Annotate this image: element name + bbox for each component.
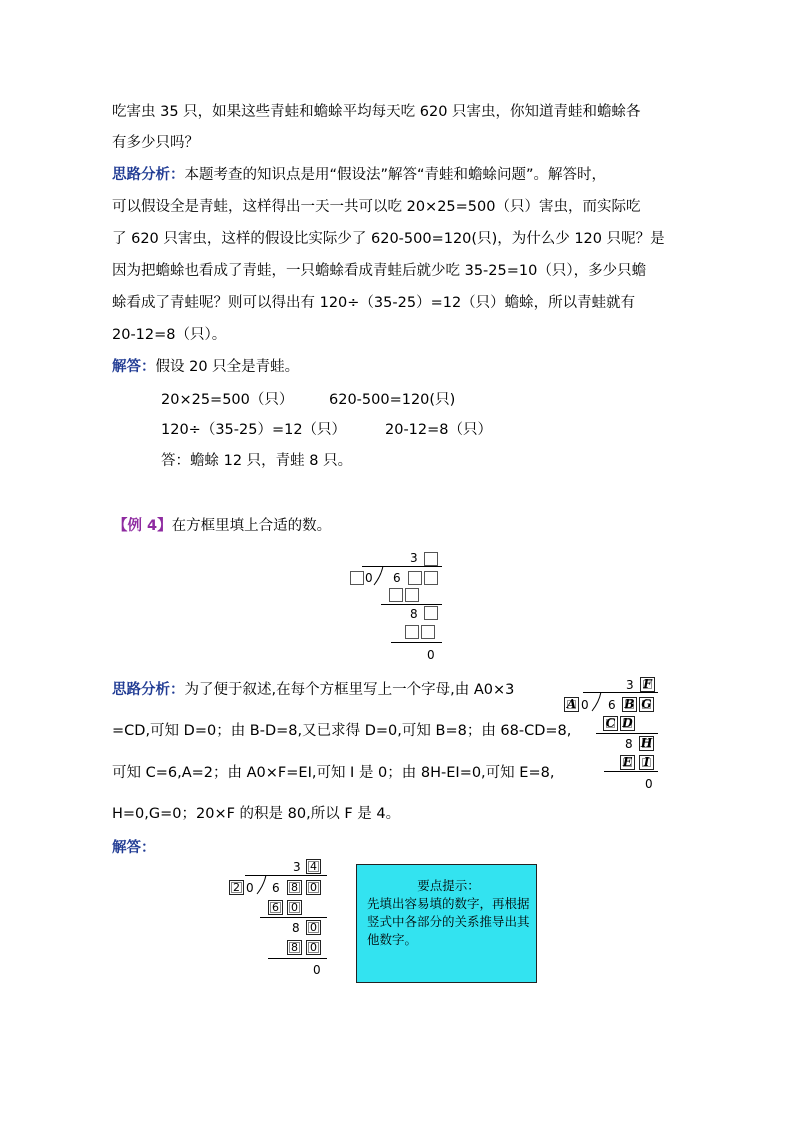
solved-dividend-0: 0 [310,881,317,894]
solved-box-remainder-0 [306,920,321,935]
box-quotient-2[interactable] [424,552,438,566]
analysis2-line-2: =CD,可知 D=0；由 B-D=8,又已求得 D=0,可知 B=8；由 68-CD=8, [112,723,572,739]
answer-assumption: 假设 20 只全是青蛙。 [155,359,300,375]
letter-box-H: H [640,736,653,750]
lettered-dividend-6: 6 [608,698,616,712]
box-product2-2[interactable] [421,625,435,639]
final-answer: 答：蟾蜍 12 只，青蛙 8 只。 [161,453,353,469]
tip-body: 先填出容易填的数字，再根据竖式中各部分的关系推导出其他数字。 [367,896,530,947]
dividend-digit: 6 [393,571,401,585]
solved-quotient-4: 4 [310,860,317,873]
solved-box-divisor [229,880,244,895]
remainder-digit: 8 [410,607,418,621]
box-divisor-1[interactable] [350,571,364,585]
solved-box-product-0 [287,900,302,915]
solved-divisor-zero: 0 [246,881,254,895]
box-product-1[interactable] [389,588,403,602]
letter-box-E: E [620,755,635,770]
lettered-sub-line-2 [604,771,658,772]
solved-box-product2-0 [306,940,321,955]
calc-2a: 120÷（35-25）=12（只） [161,422,347,438]
solved-product2-8: 8 [291,941,298,954]
solved-sub-line-2 [268,958,327,959]
analysis2-line-1 [112,680,514,700]
calc-2b: 20-12=8（只） [385,422,493,438]
letter-box-C: C [603,716,618,731]
analysis-line-5: 蜍看成了青蛙呢？则可以得出有 120÷（35-25）=12（只）蟾蜍，所以青蛙就有 [112,295,636,311]
solved-final-remainder: 0 [313,963,321,977]
problem-line-2: 有多少只吗？ [112,135,199,151]
solved-box-product-6 [268,900,283,915]
solved-box-quotient [306,859,321,874]
letter-box-A: A [564,697,579,712]
box-remainder-2[interactable] [424,606,438,620]
solved-remainder-0: 0 [310,921,317,934]
letter-box-F: F [640,677,655,692]
answer2-line [112,838,156,858]
box-dividend-2[interactable] [408,571,422,585]
solved-box-dividend-8 [287,880,302,895]
letter-box-D: D [620,716,635,731]
divisor-digit: 0 [365,571,373,585]
subtract-line-1 [381,604,442,605]
example-4-text: 在方框里填上合适的数。 [171,518,332,534]
lettered-bracket [591,692,605,712]
box-dividend-3[interactable] [424,571,438,585]
box-product-2[interactable] [405,588,419,602]
letter-box-I: I [639,755,654,770]
analysis2-text-1: 为了便于叙述,在每个方框里写上一个字母,由 A0×3 [184,682,515,698]
analysis-line-4: 因为把蟾蜍也看成了青蛙，一只蟾蜍看成青蛙后就少吃 35-25=10（只），多少只蟾 [112,263,647,279]
analysis2-label: 思路分析： [112,682,185,698]
lettered-eight: 8 [625,737,633,751]
answer-line-0 [112,357,299,377]
solved-sub-line-1 [260,917,327,918]
subtract-line-2 [391,642,442,643]
analysis-text-1: 本题考查的知识点是用“假设法”解答“青蛙和蟾蜍问题”。解答时， [184,167,607,183]
calc-1b: 620-500=120(只) [329,392,456,408]
solved-product2-0: 0 [310,941,317,954]
box-product2-1[interactable] [405,625,419,639]
solved-box-dividend-0 [306,880,321,895]
solved-bracket [256,875,270,895]
quotient-digit: 3 [410,551,418,565]
analysis-line-2: 可以假设全是青蛙，这样得出一天一共可以吃 20×25=500（只）害虫，而实际吃 [112,199,641,215]
example-4-tag: 【例 4】 [113,518,172,534]
solved-remainder-8: 8 [292,921,300,935]
solved-dividend-8: 8 [291,881,298,894]
lettered-sub-line-1 [596,733,658,734]
lettered-quotient-3: 3 [626,678,634,692]
solved-dividend-6: 6 [272,881,280,895]
tip-box [356,864,537,983]
letter-box-G: G [639,697,654,712]
solved-product-6: 6 [272,901,279,914]
analysis-line-1 [112,165,606,185]
analysis-label: 思路分析： [112,167,185,183]
lettered-remainder: 0 [645,777,653,791]
solved-box-product2-8 [287,940,302,955]
analysis-line-6: 20-12=8（只）。 [112,327,227,343]
letter-box-B: B [622,697,637,712]
example-4-heading [113,514,331,535]
solved-divisor-2: 2 [233,881,240,894]
calc-1a: 20×25=500（只） [161,392,294,408]
answer2-label: 解答： [112,840,156,856]
solved-product-0: 0 [291,901,298,914]
analysis2-line-3: 可知 C=6,A=2；由 A0×F=EI,可知 I 是 0；由 8H-EI=0,可知 E=8, [112,765,555,781]
lettered-divisor-zero: 0 [581,698,589,712]
division-bracket [373,566,387,586]
tip-title: 要点提示： [417,878,480,893]
problem-line-1: 吃害虫 35 只，如果这些青蛙和蟾蜍平均每天吃 620 只害虫，你知道青蛙和蟾蜍各 [112,104,641,120]
answer-label: 解答： [112,359,156,375]
final-remainder: 0 [427,648,435,662]
analysis-line-3: 了 620 只害虫，这样的假设比实际少了 620-500=120(只)，为什么少 120 只呢？是 [112,231,665,247]
analysis2-line-4: H=0,G=0；20×F 的积是 80,所以 F 是 4。 [112,806,401,822]
solved-quotient-3: 3 [293,860,301,874]
